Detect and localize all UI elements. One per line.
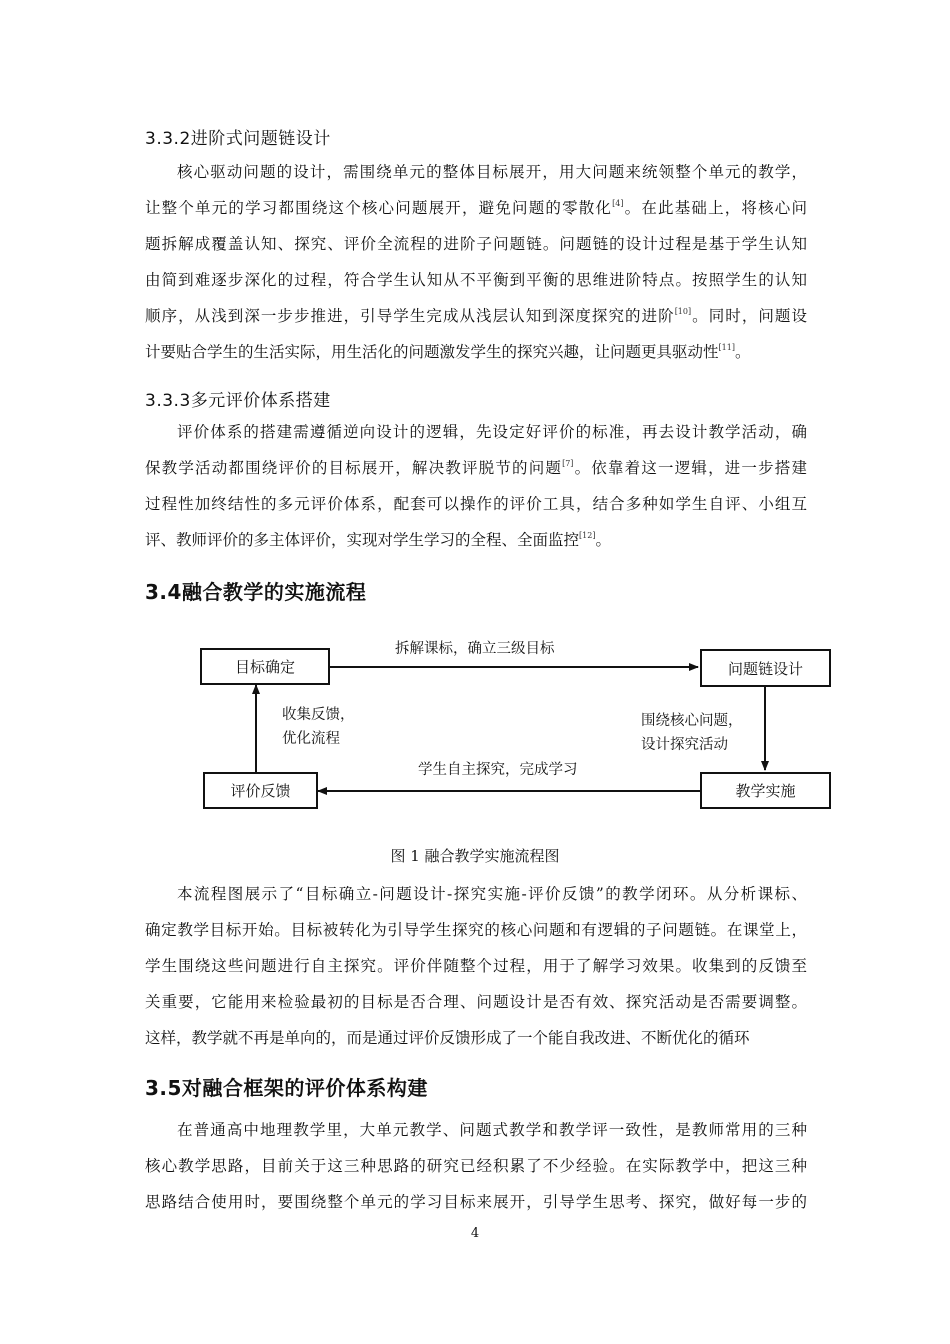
paragraph-line: 学生围绕这些问题进行自主探究。评价伴随整个过程，用于了解学习效果。收集到的反馈至 [145, 957, 807, 975]
paragraph-line: 思路结合使用时，要围绕整个单元的学习目标来展开，引导学生思考、探究，做好每一步的 [145, 1193, 807, 1211]
section-heading-3-5: 3.5对融合框架的评价体系构建 [145, 1076, 428, 1100]
edge-label-feedback-to-goal-1: 收集反馈， [282, 707, 355, 723]
citation-ref: [12] [579, 531, 596, 540]
edge-label-goal-to-chain: 拆解课标，确立三级目标 [395, 641, 555, 657]
edge-label-chain-to-implement-2: 设计探究活动 [641, 737, 728, 753]
paragraph-flow-description [145, 876, 807, 1056]
section-heading-3-4: 3.4融合教学的实施流程 [145, 580, 367, 604]
citation-ref: [10] [674, 307, 692, 316]
edge-label-feedback-to-goal-2: 优化流程 [282, 731, 340, 747]
paragraph-line: 评价体系的搭建需遵循逆向设计的逻辑，先设定好评价的标准，再去设计教学活动，确 [177, 423, 807, 441]
paragraph-line: 这样，教学就不再是单向的，而是通过评价反馈形成了一个能自我改进、不断优化的循环 [145, 1029, 750, 1047]
page-number: 4 [470, 1226, 480, 1241]
paragraph-line: 过程性加终结性的多元评价体系，配套可以操作的评价工具，结合多种如学生自评、小组互 [145, 495, 807, 513]
node-question-chain: 问题链设计 [700, 649, 831, 687]
node-goal: 目标确定 [200, 648, 330, 685]
paragraph-line: 评、教师评价的多主体评价，实现对学生学习的全程、全面监控[12]。 [145, 531, 611, 549]
paragraph-line: 确定教学目标开始。目标被转化为引导学生探究的核心问题和有逻辑的子问题链。在课堂上， [145, 921, 807, 939]
paragraph-line: 顺序，从浅到深一步步推进，引导学生完成从浅层认知到深度探究的进阶[10]。同时，问题设 [145, 307, 807, 325]
paragraph-line: 在普通高中地理教学里，大单元教学、问题式教学和教学评一致性，是教师常用的三种 [177, 1121, 807, 1139]
paragraph-line: 核心教学思路，目前关于这三种思路的研究已经积累了不少经验。在实际教学中，把这三种 [145, 1157, 807, 1175]
paragraph-line: 计要贴合学生的生活实际，用生活化的问题激发学生的探究兴趣，让问题更具驱动性[11]。 [145, 343, 751, 361]
edge-label-chain-to-implement-1: 围绕核心问题， [641, 713, 743, 729]
paragraph-line: 题拆解成覆盖认知、探究、评价全流程的进阶子问题链。问题链的设计过程是基于学生认知 [145, 235, 807, 253]
citation-ref: [11] [718, 343, 735, 352]
citation-ref: [4] [612, 199, 624, 208]
citation-ref: [7] [562, 459, 574, 468]
paragraph-evaluation-system [145, 414, 807, 558]
section-heading-3-3-3: 3.3.3多元评价体系搭建 [145, 391, 331, 411]
paragraph-question-chain [145, 154, 807, 370]
flowchart [195, 630, 845, 820]
figure-caption: 图 1 融合教学实施流程图 [390, 847, 560, 865]
paragraph-line: 核心驱动问题的设计，需围绕单元的整体目标展开，用大问题来统领整个单元的教学， [177, 163, 807, 181]
section-heading-3-3-2: 3.3.2进阶式问题链设计 [145, 129, 331, 149]
paragraph-evaluation-framework [145, 1112, 807, 1220]
node-feedback: 评价反馈 [203, 772, 318, 809]
node-implementation: 教学实施 [700, 772, 831, 809]
edge-label-implement-to-feedback: 学生自主探究，完成学习 [418, 762, 578, 778]
paragraph-line: 关重要，它能用来检验最初的目标是否合理、问题设计是否有效、探究活动是否需要调整。 [145, 993, 807, 1011]
paragraph-line: 让整个单元的学习都围绕这个核心问题展开，避免问题的零散化[4]。在此基础上，将核心问 [145, 199, 807, 217]
paragraph-line: 本流程图展示了“目标确立-问题设计-探究实施-评价反馈”的教学闭环。从分析课标、 [177, 885, 807, 903]
paragraph-line: 保教学活动都围绕评价的目标展开，解决教评脱节的问题[7]。依靠着这一逻辑，进一步搭建 [145, 459, 807, 477]
paragraph-line: 由简到难逐步深化的过程，符合学生认知从不平衡到平衡的思维进阶特点。按照学生的认知 [145, 271, 807, 289]
